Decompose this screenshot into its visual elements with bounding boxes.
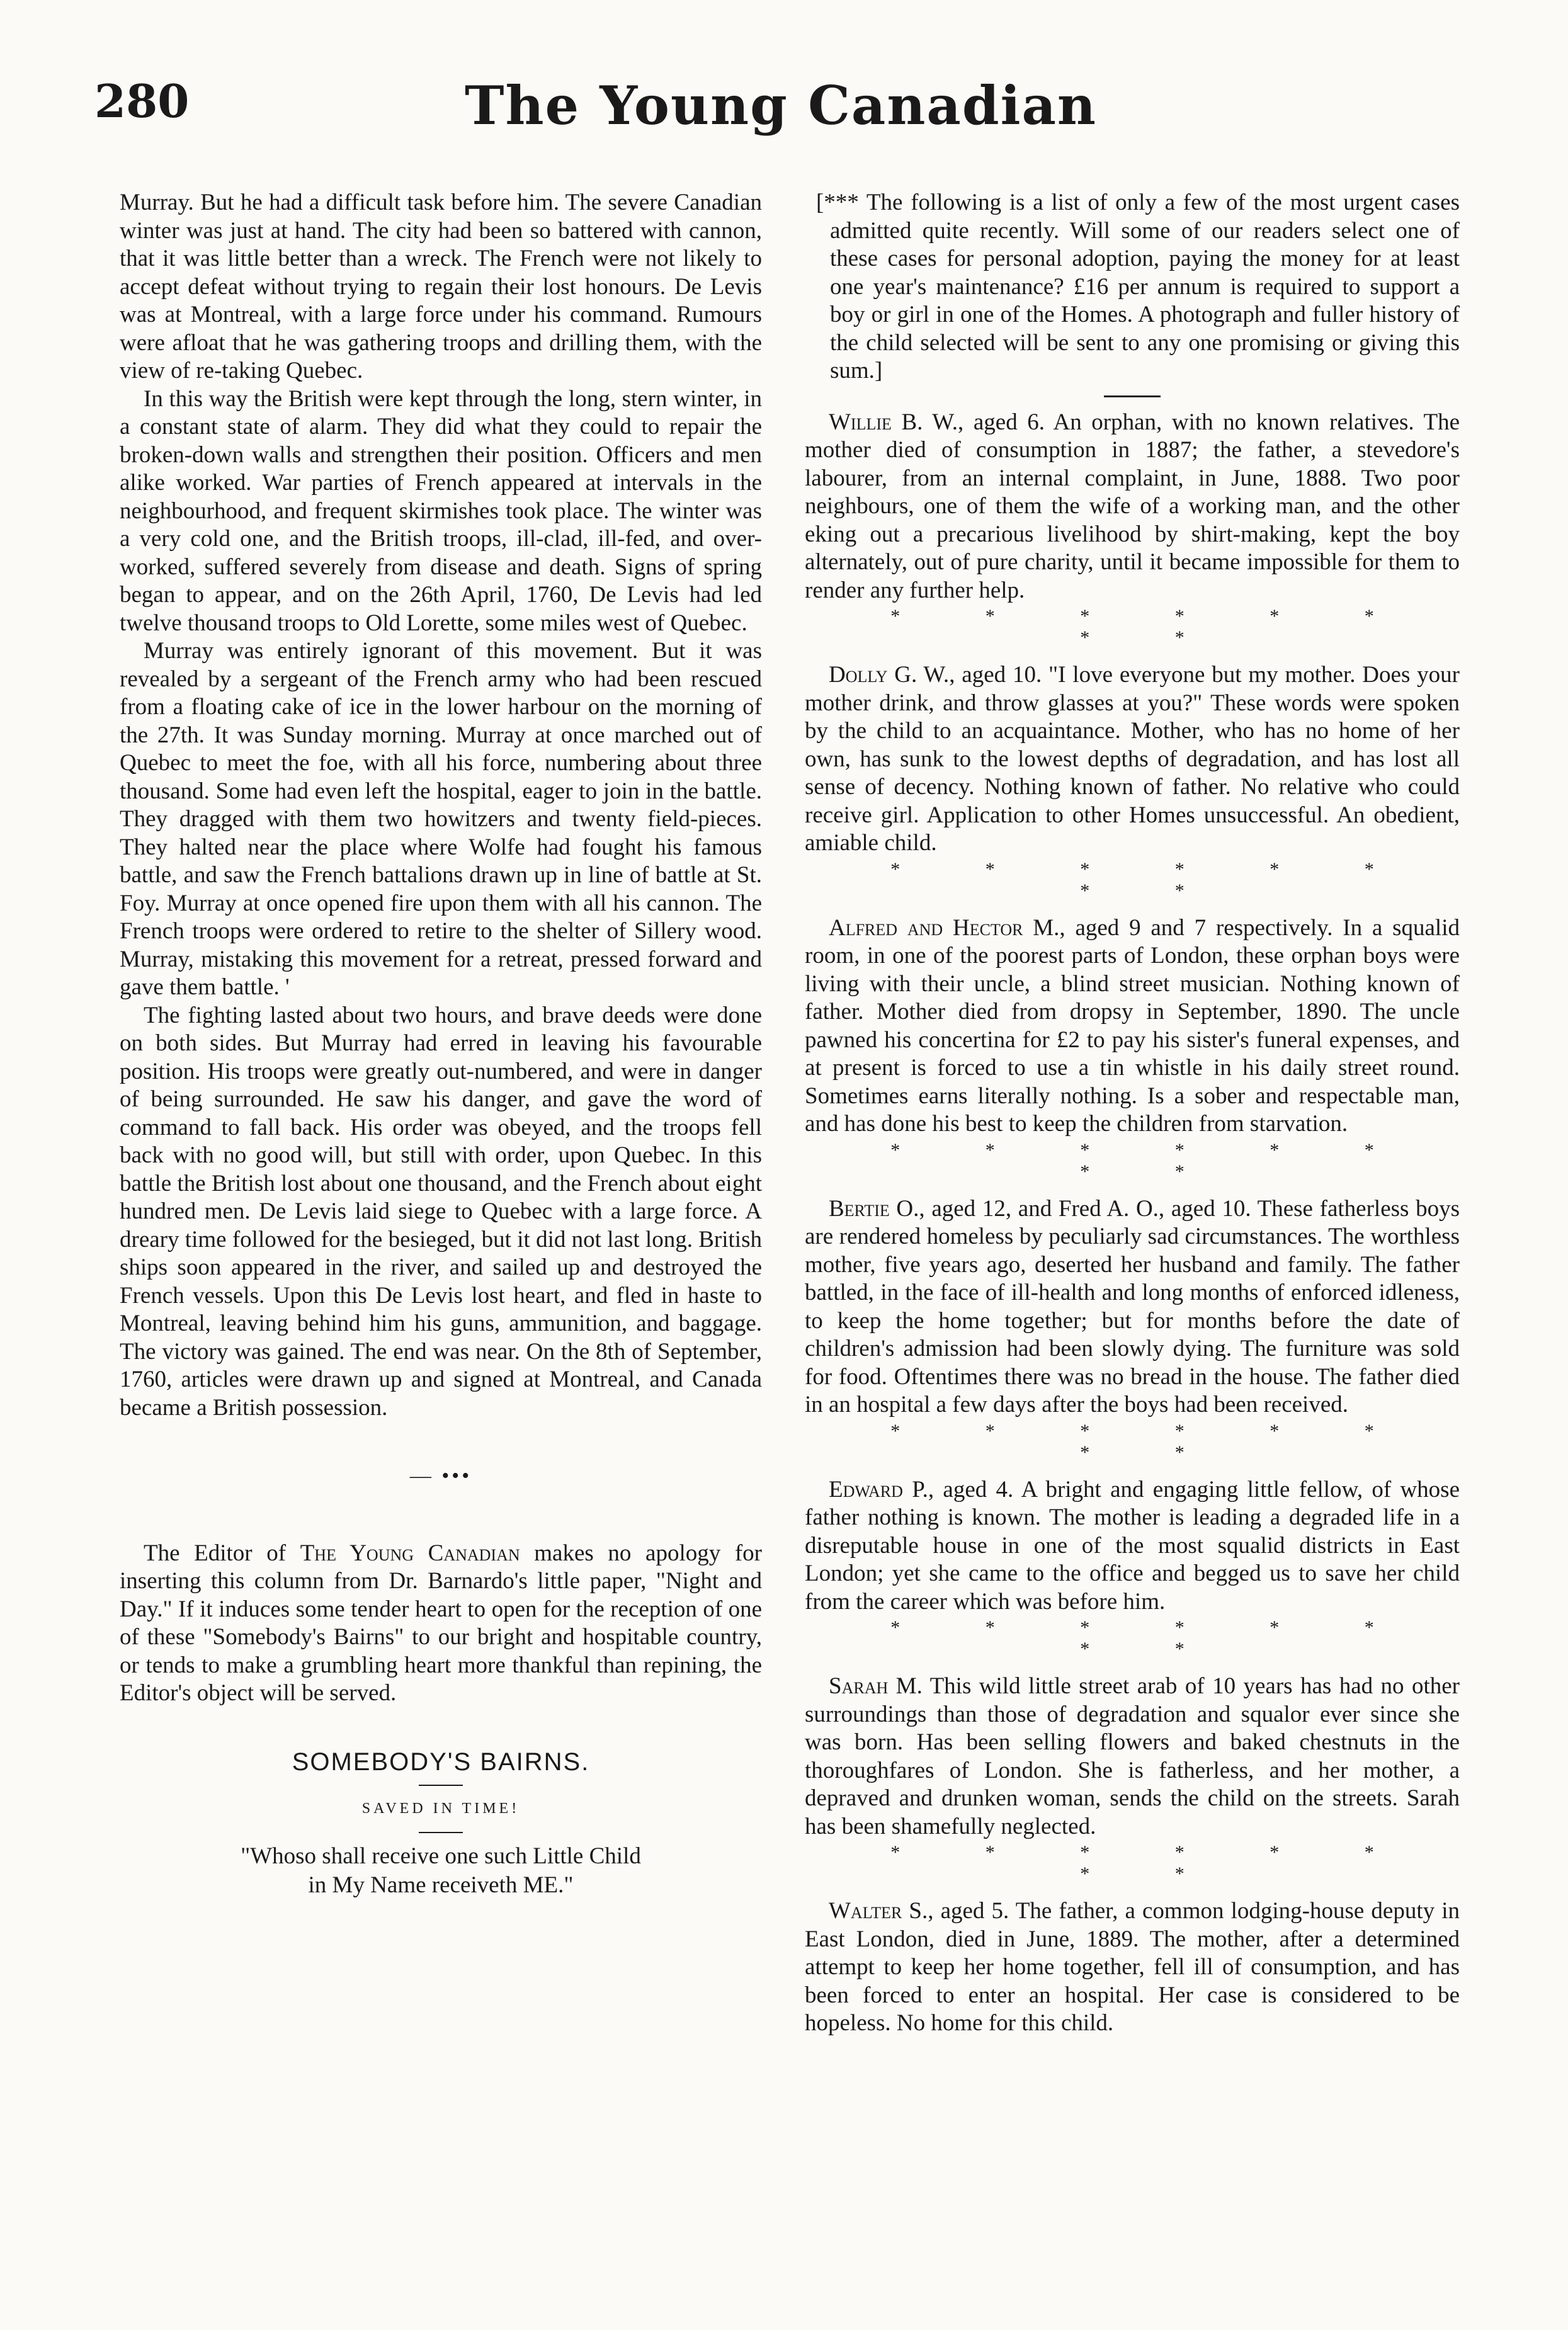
case-name: Walter S. — [829, 1898, 928, 1924]
history-paragraph: The fighting lasted about two hours, and brave deeds were done on both sides. But Murray had erred in leaving his favourable position. His troops were greatly out-numbered, and were in danger of being surrounded. He saw his danger, and gave the word of command to fall back. His order was obeyed, and the troops fell back with no good will, but still with order, upon Quebec. In this battle the British lost about one thousand, and the French about eight hundred men. De Levis laid siege to Quebec with a large force. A dreary time followed for the besieged, but it did not last long. British ships soon appeared in the river, and sailed up and destroyed the French vessels. Upon this De Levis lost heart, and fled in haste to Montreal, leaving behind him his guns, ammunition, and baggage. The victory was gained. The end was near. On the 8th of September, 1760, articles were drawn up and signed at Montreal, and Canada became a British possession. — [120, 1002, 762, 1421]
case-text: , aged 9 and 7 respectively. In a squalid room, in one of the poorest parts of London, these orphan boys were living with their uncle, a blind street musician. Nothing known of father. Mother died from dropsy in September, 1890. The uncle pawned his concertina for £2 to pay his sister's funeral expenses, and at present is forced to use a tin whistle in his daily street round. Sometimes earns literally nothing. Is a sober and respectable man, and has done his best to keep the children from starvation. — [805, 914, 1460, 1137]
case-text: , aged 10. "I love everyone but my mother. Does your mother drink, and throw glasses at you?" These words were spoken by the child to an acquaintance. Mother, who has no home of her own, has sunk to the lowest depths of degradation, and has lost all sense of decency. Nothing known of father. No relative who could receive girl. Application to other Homes unsuccessful. An obedient, amiable child. — [805, 662, 1460, 856]
case-name: Edward P. — [829, 1476, 928, 1503]
section-subtitle: SAVED IN TIME! — [361, 1800, 520, 1817]
case-text: , aged 4. A bright and engaging little fellow, of whose father nothing is known. The mother is leading a degraded life in a disreputable house in one of the most squalid districts in East London; yet she came to the office and begged us to save her child from the career which was before him. — [805, 1476, 1460, 1615]
case-name: Sarah M. — [829, 1673, 923, 1699]
separator-stars: * * * * * * * * — [890, 1617, 1414, 1659]
editor-note-post: makes no apology for inserting this column from Dr. Barnardo's little paper, "Night and Day." If it induces some tender heart to open for the reception of one of these "Somebody's Bairns" to our bright and hospitable country, or tends to make a grumbling heart more thankful than repining, the Editor's object will be served. — [120, 1540, 762, 1706]
separator-stars: * * * * * * * * — [890, 1139, 1414, 1182]
history-paragraph: In this way the British were kept through the long, stern winter, in a constant state of alarm. They did what they could to repair the broken-down walls and strengthen their position. Officers and men alike worked. War parties of French appeared at intervals in the neighbourhood, and frequent skirmishes took place. The winter was a very cold one, and the British troops, ill-clad, ill-fed, and over-worked, suffered severely from disease and death. Signs of spring began to appear, and on the 26th April, 1760, De Levis had led twelve thousand troops to Old Lorette, some miles west of Quebec. — [120, 385, 762, 636]
case-entry — [805, 1195, 1460, 1419]
left-column — [120, 189, 762, 1900]
history-paragraph: Murray was entirely ignorant of this movement. But it was revealed by a sergeant of the French army who had been rescued from a floating cake of ice in the lower harbour on the morning of the 27th. It was Sunday morning. Murray at once marched out of Quebec to meet the foe, with all his force, numbering about three thousand. Some had even left the hospital, eager to join in the battle. They dragged with them two howitzers and twenty field-pieces. They halted near the place where Wolfe had fought his famous battle, and saw the French battalions drawn up in line of battle at St. Foy. Murray at once opened fire upon them with all his cannon. The French troops were ordered to retire to the shelter of Sillery wood. Murray, mistaking this movement for a retreat, pressed forward and gave them battle. ' — [120, 638, 762, 1000]
case-name: Alfred and Hector M. — [829, 914, 1060, 941]
case-entry — [805, 1476, 1460, 1617]
case-entry — [805, 661, 1460, 858]
section-divider: — ••• — [409, 1464, 472, 1487]
case-text: , aged 5. The father, a common lodging-house deputy in East London, died in June, 1889. The mother, after a determined attempt to keep her home together, fell ill of consumption, and has been forced to enter an hospital. Her case is considered to be hopeless. No home for this child. — [805, 1898, 1460, 2036]
verse-line: "Whoso shall receive one such Little Child — [241, 1843, 641, 1869]
case-entry — [805, 1897, 1460, 2038]
history-paragraph: Murray. But he had a difficult task before him. The severe Canadian winter was just at hand. The city had been so battered with cannon, that it was little better than a wreck. The French were not likely to accept defeat without trying to regain their lost honours. De Levis was at Montreal, with a large force under his command. Rumours were afloat that he was gathering troops and drilling them, with the view of re-taking Quebec. — [120, 190, 762, 384]
case-text: , aged 12, and Fred A. O., aged 10. These fatherless boys are rendered homeless by peculiarly sad circumstances. The worthless mother, five years ago, deserted her husband and family. The father battled, in the face of ill-health and long months of enforced idleness, to keep the home together; but for months before the date of children's admission had been slowly dying. The furniture was sold for food. Oftentimes there was no bread in the house. The father died in an hospital a few days after the boys had been received. — [805, 1195, 1460, 1418]
cases-intro — [804, 189, 1460, 385]
editor-note-pre: The Editor of — [144, 1540, 300, 1566]
case-entry — [805, 1673, 1460, 1841]
separator-stars: * * * * * * * * — [890, 606, 1414, 648]
rule — [1104, 395, 1161, 397]
journal-title: The Young Canadian — [464, 74, 1097, 137]
separator-stars: * * * * * * * * — [890, 1842, 1414, 1884]
journal-name: The Young Canadian — [300, 1540, 520, 1566]
verse-line: in My Name receiveth ME." — [308, 1872, 574, 1898]
section-title: SOMEBODY'S BAIRNS. — [292, 1748, 590, 1776]
case-entry — [805, 914, 1460, 1139]
case-name: Bertie O. — [829, 1195, 919, 1222]
page-header — [94, 74, 1467, 169]
right-column — [805, 189, 1460, 2038]
case-entry — [805, 409, 1460, 605]
rule — [419, 1832, 463, 1833]
case-name: Willie B. W. — [829, 409, 958, 435]
editor-note — [120, 1540, 762, 1708]
case-name: Dolly G. W. — [829, 662, 950, 688]
separator-stars: * * * * * * * * — [890, 1420, 1414, 1463]
intro-text: [*** The following is a list of only a few of the most urgent cases admitted quite recently. Will some of our readers select one of these cases for personal adoption, paying the money for at least one year's maintenance? £16 per annum is required to support a boy or girl in one of the Homes. A photograph and fuller history of the child selected will be sent to any one promising or giving this sum.] — [816, 190, 1460, 384]
case-text: This wild little street arab of 10 years has had no other surroundings than those of degradation and squalor ever since she was born. Has been selling flowers and baked chestnuts in the thoroughfares of London. She is fatherless, and her mother, a depraved and drunken woman, sends the child on the streets. Sarah has been shamefully neglected. — [805, 1673, 1460, 1839]
rule — [419, 1785, 463, 1786]
separator-stars: * * * * * * * * — [890, 858, 1414, 901]
page-number: 280 — [94, 74, 190, 128]
case-text: , aged 6. An orphan, with no known relatives. The mother died of consumption in 1887; the father, a stevedore's labourer, from an internal complaint, in June, 1888. Two poor neighbours, one of them the wife of a working man, and the other eking out a precarious livelihood by shirt-making, kept the boy alternately, out of pure charity, until it became impossible for them to render any further help. — [805, 409, 1460, 603]
